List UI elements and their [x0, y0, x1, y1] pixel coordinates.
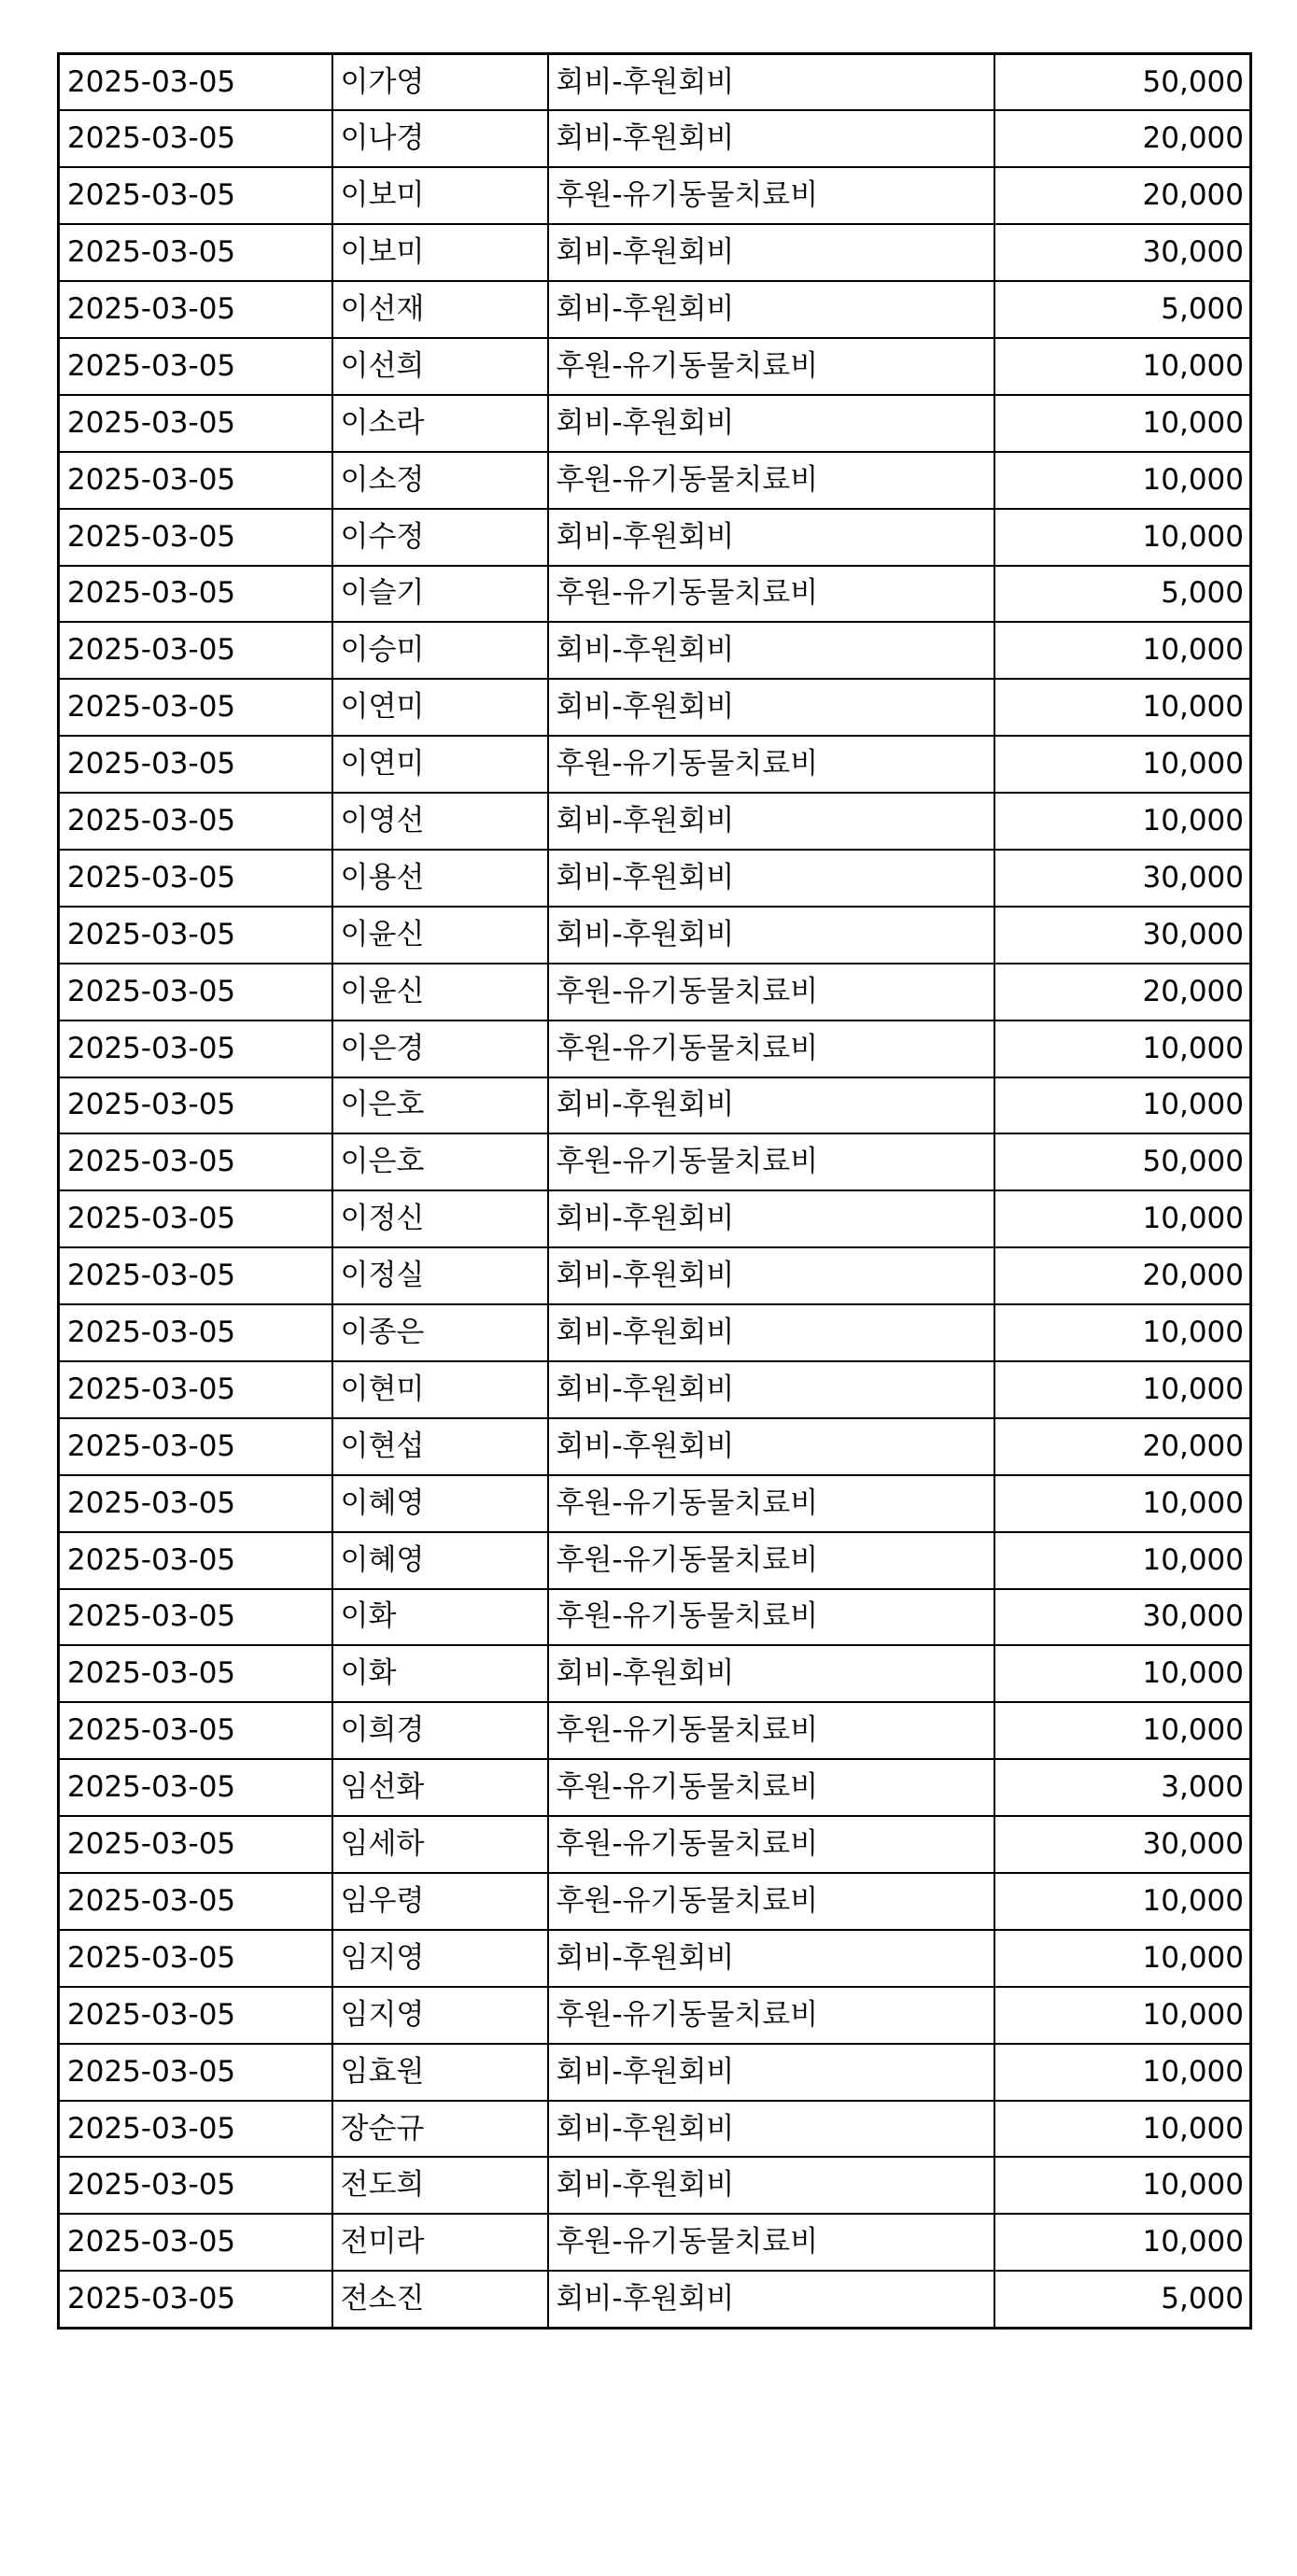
date-cell: 2025-03-05	[59, 1645, 332, 1702]
donor-name-cell: 이현미	[332, 1361, 548, 1418]
table-row	[59, 224, 1251, 281]
date-cell: 2025-03-05	[59, 338, 332, 395]
amount-cell: 50,000	[994, 1133, 1251, 1190]
table-row	[59, 964, 1251, 1021]
date-cell: 2025-03-05	[59, 2271, 332, 2328]
category-cell: 회비-후원회비	[548, 1645, 994, 1702]
table-row	[59, 1759, 1251, 1816]
category-cell: 후원-유기동물치료비	[548, 1816, 994, 1873]
category-cell: 회비-후원회비	[548, 907, 994, 964]
donor-name-cell: 이윤신	[332, 964, 548, 1021]
date-cell: 2025-03-05	[59, 907, 332, 964]
donor-name-cell: 전미라	[332, 2214, 548, 2271]
category-cell: 회비-후원회비	[548, 850, 994, 907]
amount-cell: 20,000	[994, 167, 1251, 224]
amount-cell: 30,000	[994, 907, 1251, 964]
donor-name-cell: 이가영	[332, 54, 548, 111]
donor-name-cell: 이소정	[332, 452, 548, 509]
category-cell: 후원-유기동물치료비	[548, 566, 994, 623]
donor-name-cell: 이선희	[332, 338, 548, 395]
date-cell: 2025-03-05	[59, 2214, 332, 2271]
table-row	[59, 2044, 1251, 2101]
date-cell: 2025-03-05	[59, 1589, 332, 1646]
amount-cell: 10,000	[994, 509, 1251, 566]
amount-cell: 10,000	[994, 2044, 1251, 2101]
donor-name-cell: 임효원	[332, 2044, 548, 2101]
donor-name-cell: 이보미	[332, 224, 548, 281]
table-row	[59, 338, 1251, 395]
category-cell: 후원-유기동물치료비	[548, 1759, 994, 1816]
amount-cell: 10,000	[994, 1987, 1251, 2044]
amount-cell: 10,000	[994, 1645, 1251, 1702]
donor-name-cell: 이윤신	[332, 907, 548, 964]
table-row	[59, 281, 1251, 338]
donor-name-cell: 이정실	[332, 1247, 548, 1304]
amount-cell: 10,000	[994, 452, 1251, 509]
category-cell: 회비-후원회비	[548, 2157, 994, 2214]
table-row	[59, 679, 1251, 736]
date-cell: 2025-03-05	[59, 167, 332, 224]
amount-cell: 10,000	[994, 736, 1251, 793]
amount-cell: 10,000	[994, 2157, 1251, 2214]
category-cell: 후원-유기동물치료비	[548, 338, 994, 395]
amount-cell: 10,000	[994, 1190, 1251, 1247]
donor-name-cell: 이연미	[332, 736, 548, 793]
donor-name-cell: 전소진	[332, 2271, 548, 2328]
date-cell: 2025-03-05	[59, 1133, 332, 1190]
donor-name-cell: 이은호	[332, 1077, 548, 1134]
category-cell: 회비-후원회비	[548, 2044, 994, 2101]
donor-name-cell: 이혜영	[332, 1475, 548, 1532]
date-cell: 2025-03-05	[59, 224, 332, 281]
category-cell: 회비-후원회비	[548, 110, 994, 167]
date-cell: 2025-03-05	[59, 1247, 332, 1304]
date-cell: 2025-03-05	[59, 1930, 332, 1987]
category-cell: 회비-후원회비	[548, 1190, 994, 1247]
date-cell: 2025-03-05	[59, 679, 332, 736]
donor-name-cell: 이소라	[332, 395, 548, 452]
table-row	[59, 850, 1251, 907]
category-cell: 후원-유기동물치료비	[548, 1589, 994, 1646]
amount-cell: 10,000	[994, 1930, 1251, 1987]
table-row	[59, 1021, 1251, 1077]
date-cell: 2025-03-05	[59, 793, 332, 850]
amount-cell: 30,000	[994, 1816, 1251, 1873]
category-cell: 후원-유기동물치료비	[548, 1873, 994, 1930]
table-row	[59, 2157, 1251, 2214]
date-cell: 2025-03-05	[59, 54, 332, 111]
amount-cell: 20,000	[994, 964, 1251, 1021]
donor-name-cell: 이연미	[332, 679, 548, 736]
category-cell: 회비-후원회비	[548, 1247, 994, 1304]
table-row	[59, 1475, 1251, 1532]
table-row	[59, 622, 1251, 679]
date-cell: 2025-03-05	[59, 1361, 332, 1418]
donor-name-cell: 이선재	[332, 281, 548, 338]
donor-name-cell: 이정신	[332, 1190, 548, 1247]
category-cell: 후원-유기동물치료비	[548, 1702, 994, 1759]
table-row	[59, 1190, 1251, 1247]
date-cell: 2025-03-05	[59, 1418, 332, 1475]
category-cell: 후원-유기동물치료비	[548, 736, 994, 793]
donor-name-cell: 이승미	[332, 622, 548, 679]
table-row	[59, 1532, 1251, 1589]
donor-name-cell: 장순규	[332, 2101, 548, 2158]
category-cell: 후원-유기동물치료비	[548, 1133, 994, 1190]
date-cell: 2025-03-05	[59, 1987, 332, 2044]
donation-ledger-table	[57, 52, 1252, 2330]
amount-cell: 10,000	[994, 793, 1251, 850]
category-cell: 회비-후원회비	[548, 1930, 994, 1987]
table-row	[59, 1702, 1251, 1759]
date-cell: 2025-03-05	[59, 736, 332, 793]
date-cell: 2025-03-05	[59, 110, 332, 167]
category-cell: 회비-후원회비	[548, 1418, 994, 1475]
donor-name-cell: 이슬기	[332, 566, 548, 623]
amount-cell: 10,000	[994, 1873, 1251, 1930]
donor-name-cell: 임선화	[332, 1759, 548, 1816]
amount-cell: 20,000	[994, 110, 1251, 167]
table-row	[59, 395, 1251, 452]
category-cell: 회비-후원회비	[548, 1361, 994, 1418]
category-cell: 후원-유기동물치료비	[548, 964, 994, 1021]
date-cell: 2025-03-05	[59, 2044, 332, 2101]
donor-name-cell: 이나경	[332, 110, 548, 167]
amount-cell: 10,000	[994, 1532, 1251, 1589]
amount-cell: 30,000	[994, 850, 1251, 907]
amount-cell: 50,000	[994, 54, 1251, 111]
date-cell: 2025-03-05	[59, 964, 332, 1021]
table-row	[59, 1589, 1251, 1646]
amount-cell: 10,000	[994, 338, 1251, 395]
amount-cell: 20,000	[994, 1418, 1251, 1475]
table-row	[59, 736, 1251, 793]
table-row	[59, 1418, 1251, 1475]
category-cell: 회비-후원회비	[548, 2101, 994, 2158]
table-row	[59, 1930, 1251, 1987]
amount-cell: 10,000	[994, 679, 1251, 736]
date-cell: 2025-03-05	[59, 566, 332, 623]
amount-cell: 10,000	[994, 1702, 1251, 1759]
table-row	[59, 1304, 1251, 1361]
amount-cell: 10,000	[994, 622, 1251, 679]
donor-name-cell: 이은경	[332, 1021, 548, 1077]
table-row	[59, 110, 1251, 167]
amount-cell: 20,000	[994, 1247, 1251, 1304]
table-row	[59, 2101, 1251, 2158]
table-row	[59, 907, 1251, 964]
table-row	[59, 793, 1251, 850]
table-row	[59, 1645, 1251, 1702]
donor-name-cell: 이혜영	[332, 1532, 548, 1589]
date-cell: 2025-03-05	[59, 1873, 332, 1930]
amount-cell: 10,000	[994, 1475, 1251, 1532]
category-cell: 회비-후원회비	[548, 622, 994, 679]
amount-cell: 10,000	[994, 2101, 1251, 2158]
table-row	[59, 2271, 1251, 2328]
amount-cell: 10,000	[994, 1077, 1251, 1134]
category-cell: 후원-유기동물치료비	[548, 452, 994, 509]
category-cell: 회비-후원회비	[548, 1304, 994, 1361]
amount-cell: 10,000	[994, 1361, 1251, 1418]
category-cell: 회비-후원회비	[548, 395, 994, 452]
amount-cell: 10,000	[994, 1304, 1251, 1361]
amount-cell: 10,000	[994, 2214, 1251, 2271]
table-row	[59, 1987, 1251, 2044]
date-cell: 2025-03-05	[59, 452, 332, 509]
category-cell: 후원-유기동물치료비	[548, 1021, 994, 1077]
date-cell: 2025-03-05	[59, 1304, 332, 1361]
donor-name-cell: 이현섭	[332, 1418, 548, 1475]
date-cell: 2025-03-05	[59, 395, 332, 452]
date-cell: 2025-03-05	[59, 622, 332, 679]
date-cell: 2025-03-05	[59, 1190, 332, 1247]
category-cell: 후원-유기동물치료비	[548, 1532, 994, 1589]
donor-name-cell: 임세하	[332, 1816, 548, 1873]
amount-cell: 30,000	[994, 224, 1251, 281]
category-cell: 회비-후원회비	[548, 54, 994, 111]
date-cell: 2025-03-05	[59, 1077, 332, 1134]
category-cell: 회비-후원회비	[548, 2271, 994, 2328]
amount-cell: 3,000	[994, 1759, 1251, 1816]
category-cell: 회비-후원회비	[548, 281, 994, 338]
ledger-body	[59, 54, 1251, 2329]
amount-cell: 30,000	[994, 1589, 1251, 1646]
table-row	[59, 1247, 1251, 1304]
amount-cell: 10,000	[994, 395, 1251, 452]
donor-name-cell: 전도희	[332, 2157, 548, 2214]
date-cell: 2025-03-05	[59, 281, 332, 338]
category-cell: 후원-유기동물치료비	[548, 1475, 994, 1532]
category-cell: 후원-유기동물치료비	[548, 167, 994, 224]
date-cell: 2025-03-05	[59, 509, 332, 566]
table-row	[59, 1361, 1251, 1418]
date-cell: 2025-03-05	[59, 2157, 332, 2214]
date-cell: 2025-03-05	[59, 1759, 332, 1816]
date-cell: 2025-03-05	[59, 1702, 332, 1759]
donor-name-cell: 이희경	[332, 1702, 548, 1759]
category-cell: 회비-후원회비	[548, 224, 994, 281]
donor-name-cell: 이보미	[332, 167, 548, 224]
category-cell: 후원-유기동물치료비	[548, 1987, 994, 2044]
donor-name-cell: 이은호	[332, 1133, 548, 1190]
table-row	[59, 1133, 1251, 1190]
donor-name-cell: 임지영	[332, 1930, 548, 1987]
table-row	[59, 1077, 1251, 1134]
table-row	[59, 452, 1251, 509]
donor-name-cell: 이영선	[332, 793, 548, 850]
table-row	[59, 1873, 1251, 1930]
table-row	[59, 1816, 1251, 1873]
date-cell: 2025-03-05	[59, 2101, 332, 2158]
donor-name-cell: 이용선	[332, 850, 548, 907]
amount-cell: 5,000	[994, 2271, 1251, 2328]
table-row	[59, 2214, 1251, 2271]
donor-name-cell: 이화	[332, 1645, 548, 1702]
category-cell: 회비-후원회비	[548, 509, 994, 566]
date-cell: 2025-03-05	[59, 1475, 332, 1532]
amount-cell: 5,000	[994, 566, 1251, 623]
donor-name-cell: 이종은	[332, 1304, 548, 1361]
date-cell: 2025-03-05	[59, 1021, 332, 1077]
donor-name-cell: 임우령	[332, 1873, 548, 1930]
date-cell: 2025-03-05	[59, 1816, 332, 1873]
category-cell: 후원-유기동물치료비	[548, 2214, 994, 2271]
date-cell: 2025-03-05	[59, 1532, 332, 1589]
amount-cell: 10,000	[994, 1021, 1251, 1077]
amount-cell: 5,000	[994, 281, 1251, 338]
table-row	[59, 167, 1251, 224]
category-cell: 회비-후원회비	[548, 679, 994, 736]
table-row	[59, 566, 1251, 623]
date-cell: 2025-03-05	[59, 850, 332, 907]
table-row	[59, 509, 1251, 566]
donor-name-cell: 임지영	[332, 1987, 548, 2044]
table-row	[59, 54, 1251, 111]
donor-name-cell: 이수정	[332, 509, 548, 566]
donor-name-cell: 이화	[332, 1589, 548, 1646]
category-cell: 회비-후원회비	[548, 793, 994, 850]
category-cell: 회비-후원회비	[548, 1077, 994, 1134]
